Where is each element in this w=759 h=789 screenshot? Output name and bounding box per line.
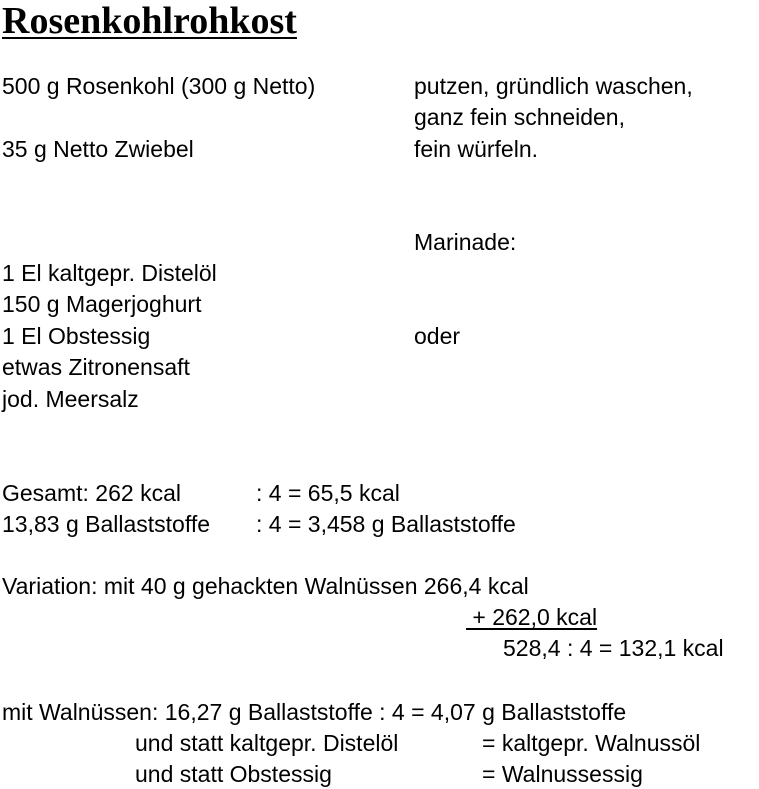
ingredient-zwiebel: 35 g Netto Zwiebel: [2, 136, 194, 162]
recipe-title: Rosenkohlrohkost: [2, 0, 297, 42]
swap-distelol: und statt kaltgepr. Distelöl: [135, 730, 399, 756]
total-kcal-label: Gesamt: 262 kcal: [2, 480, 181, 506]
marinade-item-distelol: 1 El kaltgepr. Distelöl: [2, 260, 217, 286]
swap-walnussol: = kaltgepr. Walnussöl: [482, 730, 701, 756]
marinade-heading: Marinade:: [414, 229, 517, 255]
swap-obstessig: und statt Obstessig: [135, 761, 332, 787]
variation-result: 528,4 : 4 = 132,1 kcal: [503, 635, 724, 661]
instruction-putzen: putzen, gründlich waschen,: [414, 73, 693, 99]
swap-walnussessig: = Walnussessig: [482, 761, 643, 787]
total-fiber-label: 13,83 g Ballaststoffe: [2, 511, 210, 537]
instruction-wuerfeln: fein würfeln.: [414, 136, 539, 162]
marinade-item-joghurt: 150 g Magerjoghurt: [2, 291, 202, 317]
variation-line: Variation: mit 40 g gehackten Walnüssen 266,4 kcal: [2, 573, 529, 599]
variation-sum-line: + 262,0 kcal: [466, 604, 598, 630]
ingredient-rosenkohl: 500 g Rosenkohl (300 g Netto): [2, 73, 316, 99]
variation-fiber: mit Walnüssen: 16,27 g Ballaststoffe : 4 = 4,07 g Ballaststoffe: [2, 699, 627, 725]
marinade-oder: oder: [414, 323, 461, 349]
marinade-item-obstessig: 1 El Obstessig: [2, 323, 151, 349]
marinade-item-zitronensaft: etwas Zitronensaft: [2, 354, 190, 380]
total-kcal-per-portion: : 4 = 65,5 kcal: [256, 480, 400, 506]
total-fiber-per-portion: : 4 = 3,458 g Ballaststoffe: [256, 511, 516, 537]
instruction-schneiden: ganz fein schneiden,: [414, 104, 625, 130]
marinade-item-meersalz: jod. Meersalz: [2, 386, 139, 412]
